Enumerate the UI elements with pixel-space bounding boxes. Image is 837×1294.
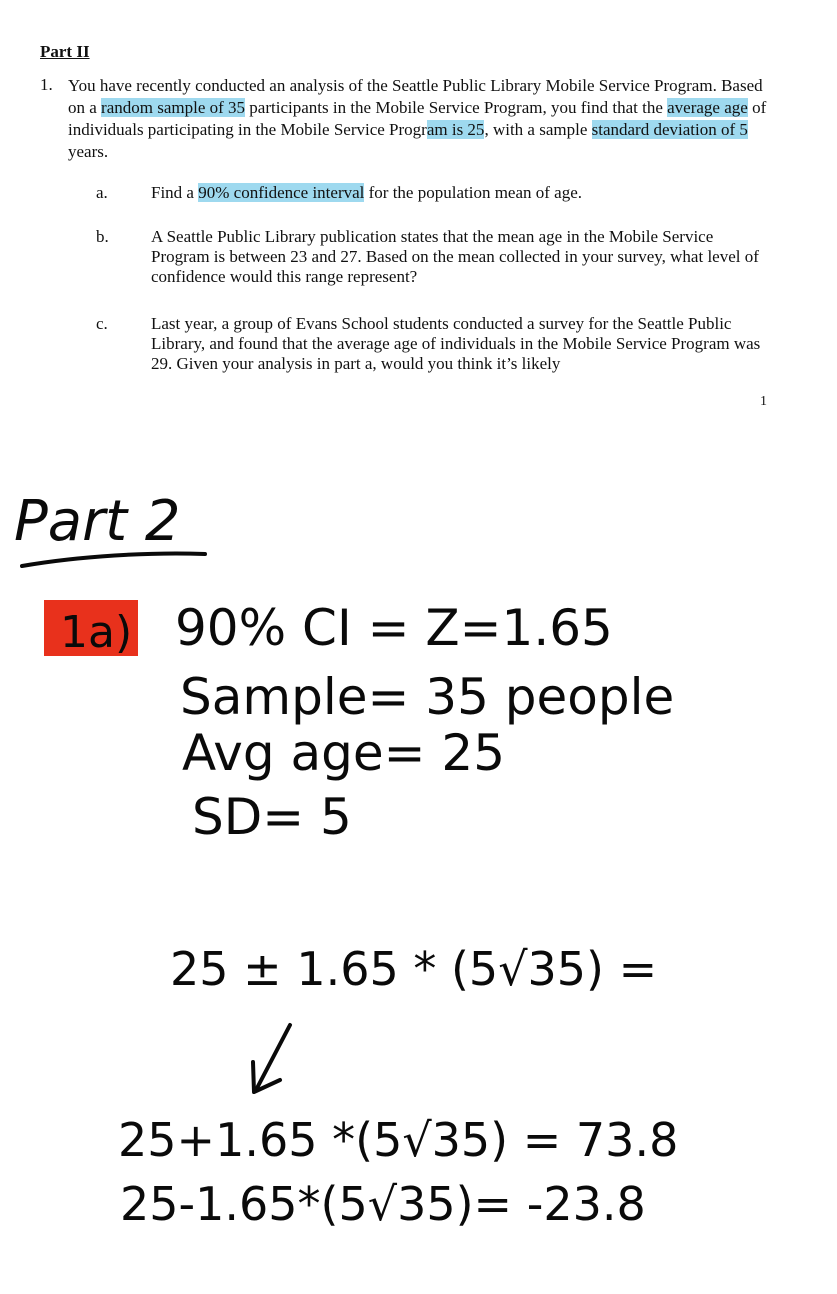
subquestion-text-segment: for the population mean of age. [364,183,583,202]
question-text-segment: years. [68,142,109,161]
section-heading: Part II [40,42,90,61]
subquestion-text-segment: Find a [151,183,199,202]
handwritten-line-sd: SD= 5 [192,788,352,846]
handwritten-line-ci: 90% CI = Z=1.65 [175,599,613,657]
question-text-segment: You have recently conducted an analysis of the Seattle Public Library Mobile Service Program. Based on a [68,76,763,117]
subquestion-text-segment: Last year, a group of Evans School students conducted a survey for the Seattle Public Library, and found that the average age of individuals in the Mobile Service Program was 29. Given your analysis in part a, would you think it’s likely [151,314,761,373]
question-text-highlight: average age [667,98,748,117]
question-text-segment: of individuals participating in the Mobile Service Progr [68,98,767,139]
question-text-highlight: random sample of 35 [101,98,246,117]
page-number: 1 [760,394,767,409]
subquestion-text-highlight: 90% confidence interval [198,183,365,202]
subquestion-c-letter: c. [96,314,108,333]
question-text-highlight: am is 25 [426,120,485,139]
question-number: 1. [40,75,53,94]
handwritten-line-formula: 25 ± 1.65 * (5√35) = [170,942,658,996]
question-text-highlight: standard deviation of 5 [591,120,748,139]
handwritten-line-upper: 25+1.65 *(5√35) = 73.8 [118,1113,679,1167]
subquestion-b-letter: b. [96,227,109,246]
title-underline [22,554,205,567]
part-tag-label: 1a) [60,607,133,658]
subquestion-a-letter: a. [96,183,108,202]
handwritten-line-sample: Sample= 35 people [180,668,675,726]
handwritten-line-lower: 25-1.65*(5√35)= -23.8 [120,1177,646,1231]
handwritten-line-avg-age: Avg age= 25 [182,724,506,782]
arrow-icon [256,1025,290,1090]
subquestion-text-segment: A Seattle Public Library publication states that the mean age in the Mobile Service Program is between 23 and 27. Based on the mean collected in your survey, what level of confidence would this range represent? [151,227,759,286]
question-text-segment: , with a sample [484,120,592,139]
question-text-segment: participants in the Mobile Service Program, you find that the [245,98,668,117]
handwritten-title: Part 2 [14,489,181,554]
